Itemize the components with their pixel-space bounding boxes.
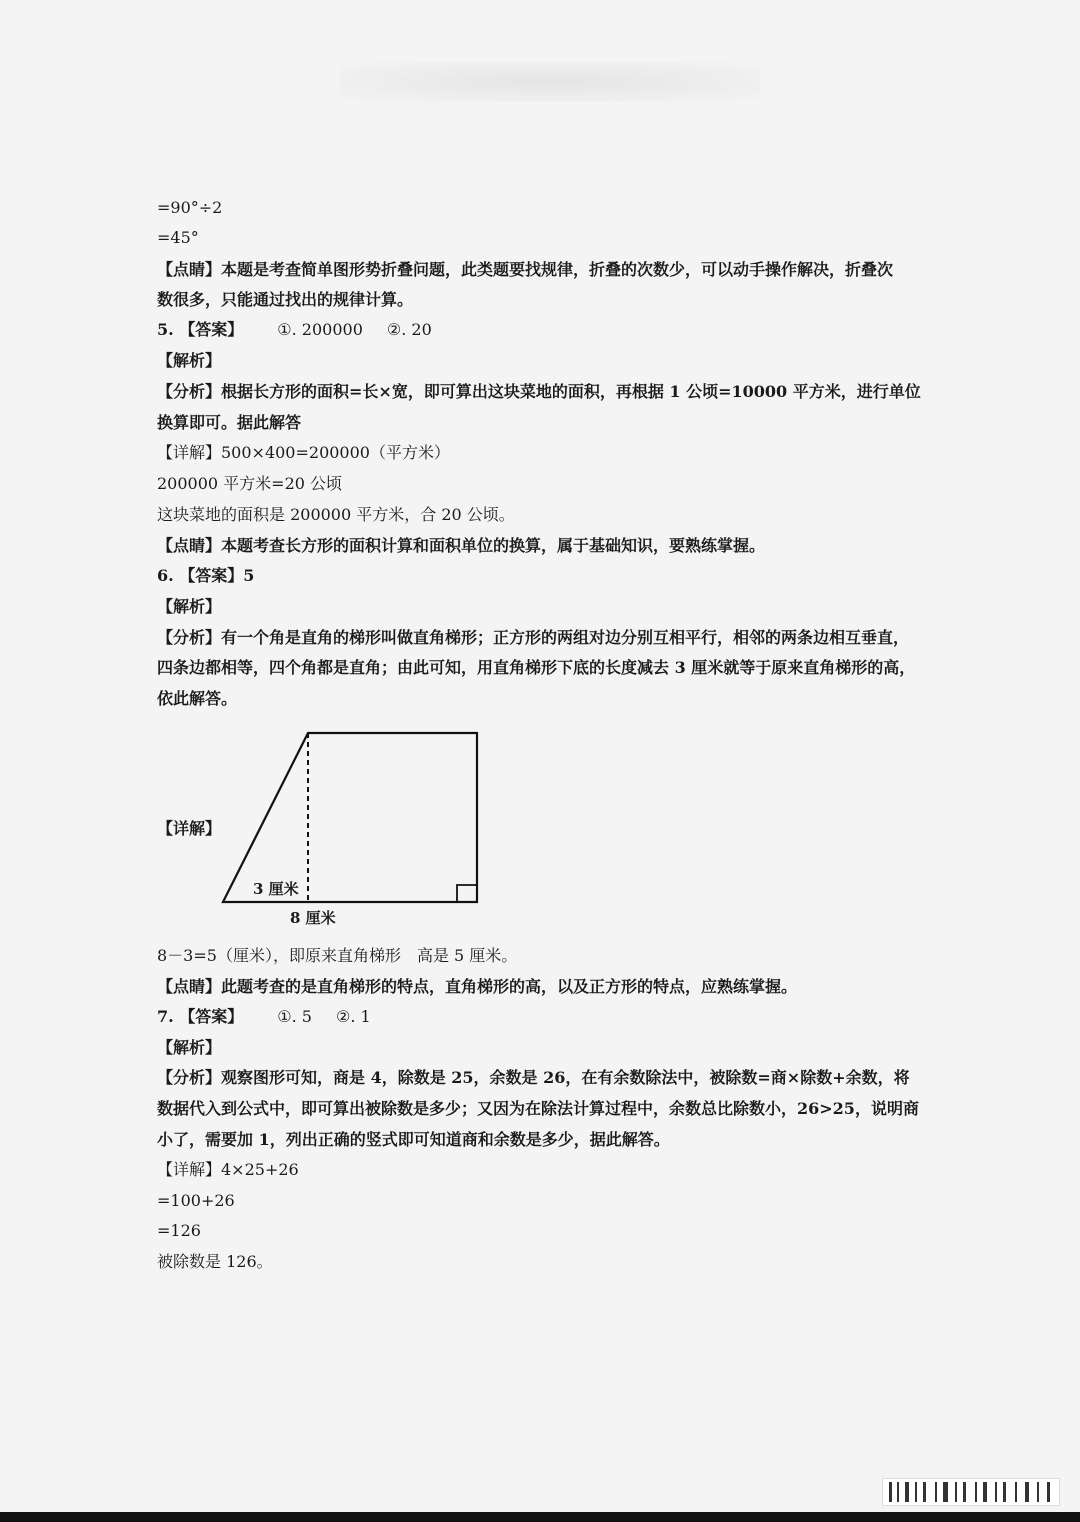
text-line: =90°÷2 <box>157 198 223 217</box>
barcode-graphic <box>882 1478 1060 1506</box>
text-line: 被除数是 126。 <box>157 1252 273 1271</box>
answer-line-5 <box>157 320 432 340</box>
text-line: 8－3=5（厘米），即原来直角梯形 高是 5 厘米。 <box>157 946 518 965</box>
text-line: 四条边都相等，四个角都是直角；由此可知，用直角梯形下底的长度减去 3 厘米就等于原来直角梯形的高， <box>157 658 916 677</box>
bottom-edge <box>0 1512 1080 1522</box>
text-line: 【解析】 <box>157 1038 222 1057</box>
text-line: 依此解答。 <box>157 689 238 708</box>
text-line: 【点睛】本题考查长方形的面积计算和面积单位的换算，属于基础知识，要熟练掌握。 <box>157 536 766 555</box>
text-line: 【详解】500×400=200000（平方米） <box>157 443 450 462</box>
text-line: 数据代入到公式中，即可算出被除数是多少；又因为在除法计算过程中，余数总比除数小，26>25，说明商 <box>157 1099 919 1118</box>
answer-value: ②. 1 <box>335 1007 371 1026</box>
answer-value: ①. 200000 <box>277 320 363 339</box>
text-line: 【点睛】此题考查的是直角梯形的特点，直角梯形的高，以及正方形的特点，应熟练掌握。 <box>157 977 798 996</box>
text-line: 小了，需要加 1，列出正确的竖式即可知道商和余数是多少，据此解答。 <box>157 1130 670 1149</box>
text-line: =126 <box>157 1221 201 1240</box>
text-line: 【分析】有一个角是直角的梯形叫做直角梯形；正方形的两组对边分别互相平行，相邻的两条边相互垂直， <box>157 628 910 647</box>
answer-value: ①. 5 <box>277 1007 312 1026</box>
answer-heading: 7. 【答案】 <box>157 1007 244 1026</box>
label-3cm: 3 厘米 <box>253 880 299 898</box>
text-line: 数很多，只能通过找出的规律计算。 <box>157 290 414 309</box>
trapezoid-outline <box>223 733 477 902</box>
text-line: 这块菜地的面积是 200000 平方米，合 20 公顷。 <box>157 505 515 524</box>
text-line: 【分析】观察图形可知，商是 4，除数是 25，余数是 26，在有余数除法中，被除数=商×除数+余数，将 <box>157 1068 910 1087</box>
text-line: 【点睛】本题是考查简单图形势折叠问题，此类题要找规律，折叠的次数少，可以动手操作解决，折叠次 <box>157 260 894 279</box>
text-line: 6. 【答案】5 <box>157 566 255 585</box>
detail-label: 【详解】 <box>157 819 222 838</box>
label-8cm: 8 厘米 <box>290 909 336 927</box>
text-line: =45° <box>157 228 199 247</box>
text-line: 换算即可。据此解答 <box>157 413 302 432</box>
text-line: 【解析】 <box>157 597 222 616</box>
text-line: =100+26 <box>157 1191 235 1210</box>
text-line: 200000 平方米=20 公顷 <box>157 474 343 493</box>
text-line: 【解析】 <box>157 351 222 370</box>
answer-line-7 <box>157 1007 371 1027</box>
text-line: 【详解】4×25+26 <box>157 1160 299 1179</box>
answer-heading: 5. 【答案】 <box>157 320 244 339</box>
faded-header <box>340 62 760 102</box>
answer-value: ②. 20 <box>386 320 432 339</box>
right-angle-mark <box>457 885 477 902</box>
text-line: 【分析】根据长方形的面积=长×宽，即可算出这块菜地的面积，再根据 1 公顷=10000 平方米，进行单位 <box>157 382 921 401</box>
